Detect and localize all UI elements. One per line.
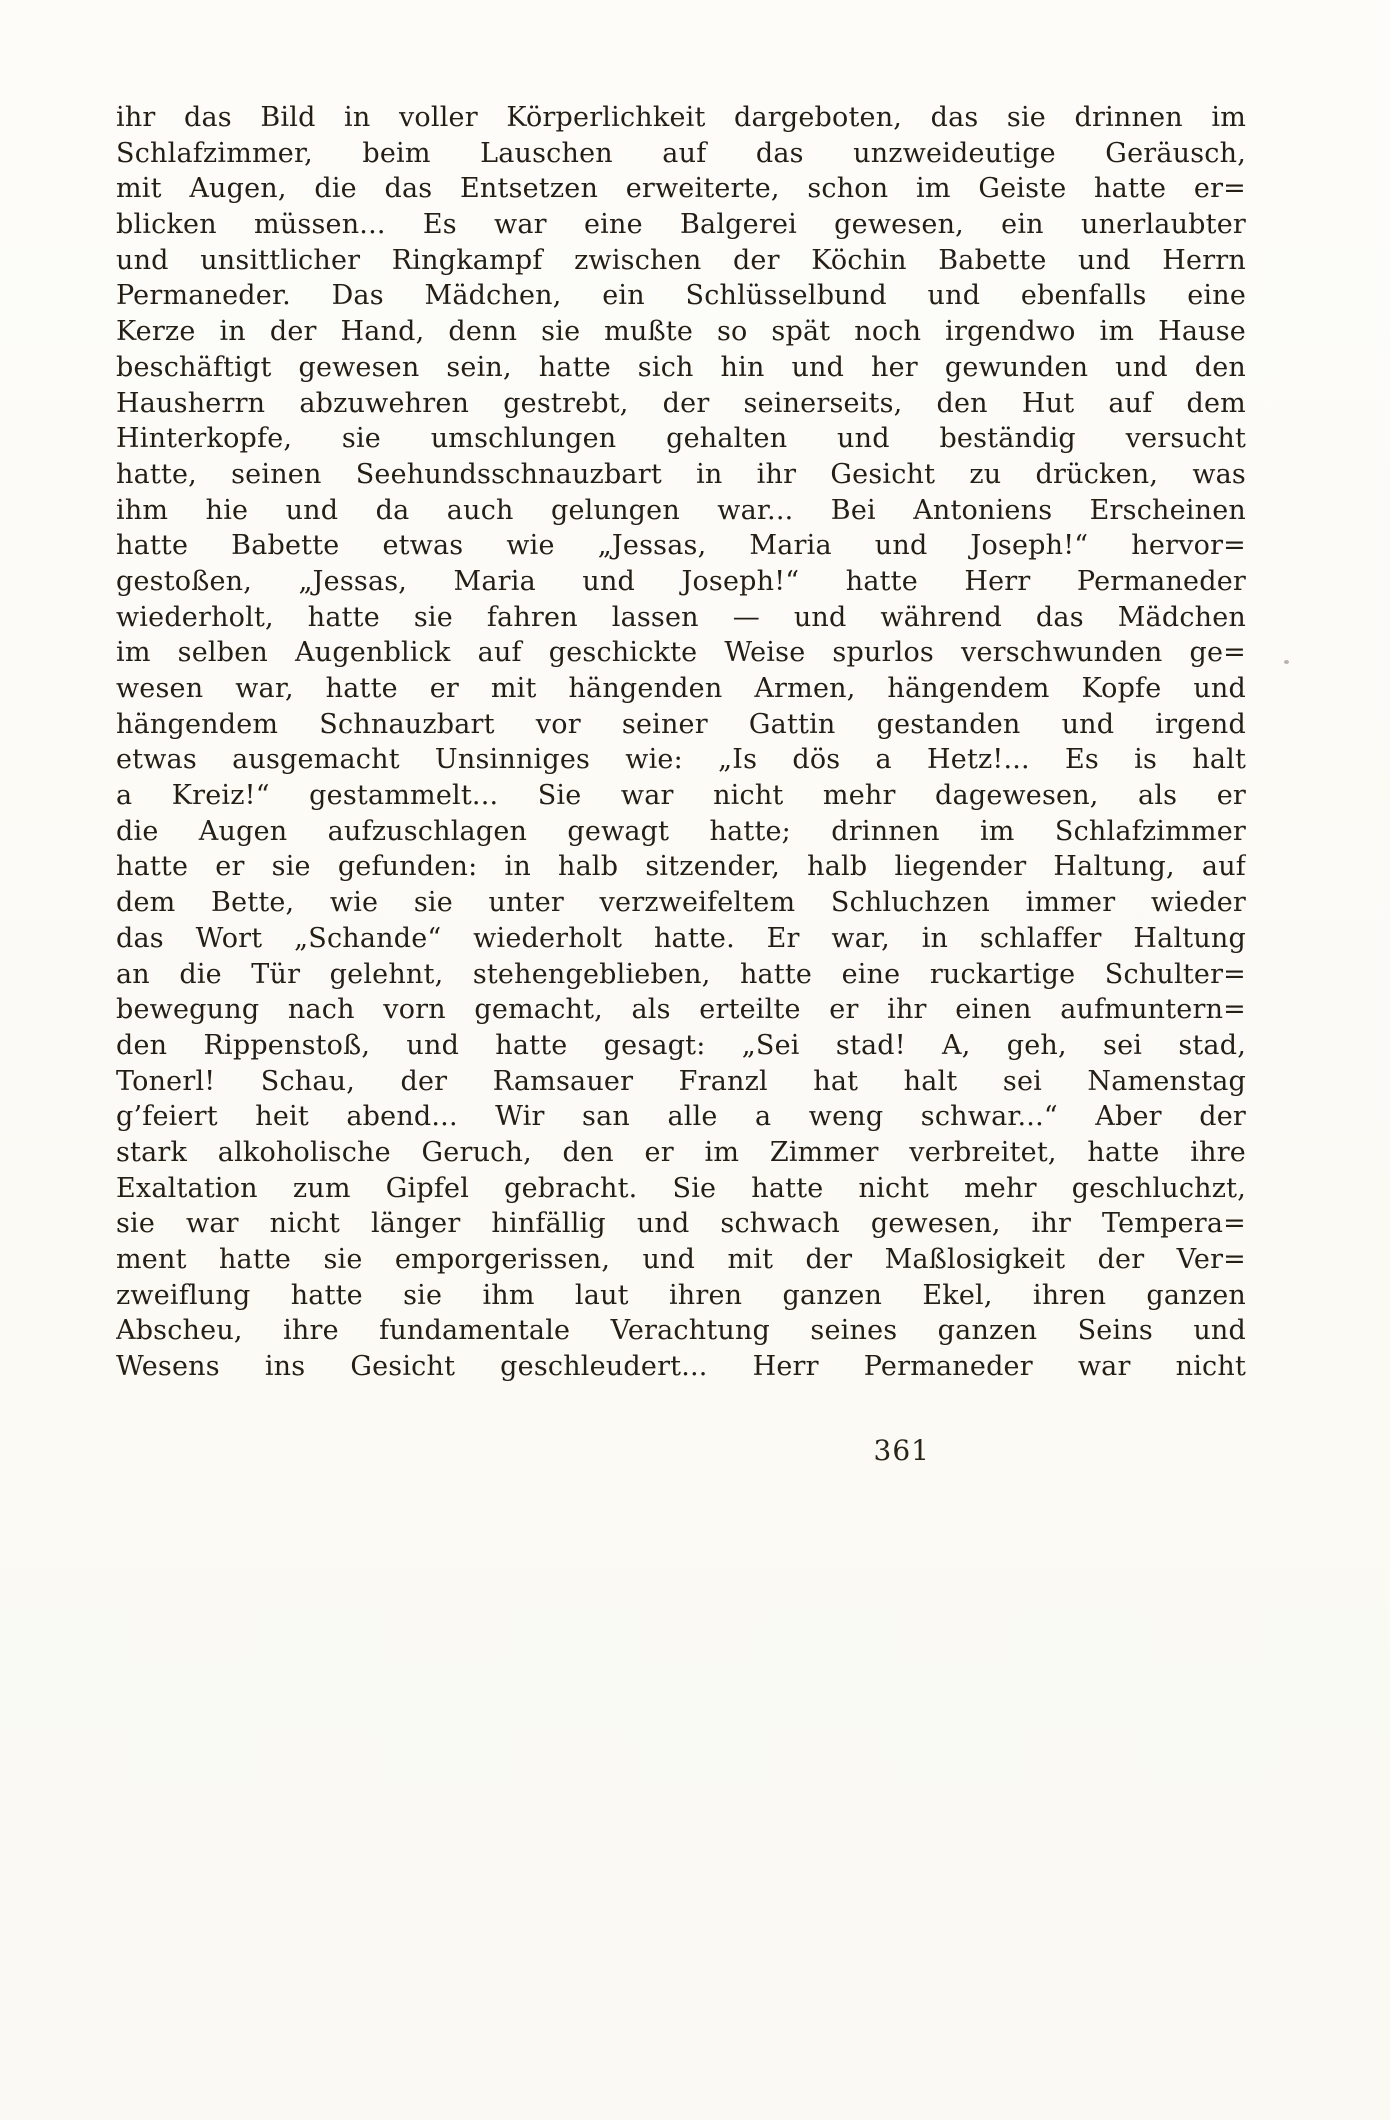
text-line: dem Bette, wie sie unter verzweifeltem Schluchzen immer wieder (116, 887, 1246, 919)
text-line: Schlafzimmer, beim Lauschen auf das unzweideutige Geräusch, (116, 137, 1246, 169)
text-line: im selben Augenblick auf geschickte Weise spurlos verschwunden ge= (116, 637, 1246, 669)
text-line: ihm hie und da auch gelungen war... Bei Antoniens Erscheinen (116, 494, 1246, 526)
text-line: hatte, seinen Seehundsschnauzbart in ihr Gesicht zu drücken, was (116, 458, 1246, 490)
scan-speck (1284, 660, 1289, 664)
text-line: hängendem Schnauzbart vor seiner Gattin gestanden und irgend (116, 708, 1246, 740)
text-line: Exaltation zum Gipfel gebracht. Sie hatte nicht mehr geschluchzt, (116, 1172, 1246, 1204)
text-line: wiederholt, hatte sie fahren lassen — und während das Mädchen (116, 601, 1246, 633)
text-line: ihr das Bild in voller Körperlichkeit dargeboten, das sie drinnen im (116, 102, 1246, 133)
text-line: an die Tür gelehnt, stehengeblieben, hatte eine ruckartige Schulter= (116, 958, 1246, 990)
text-line: das Wort „Schande“ wiederholt hatte. Er war, in schlaffer Haltung (116, 922, 1246, 954)
text-line: sie war nicht länger hinfällig und schwach gewesen, ihr Tempera= (116, 1208, 1246, 1240)
text-line: bewegung nach vorn gemacht, als erteilte er ihr einen aufmuntern= (116, 994, 1246, 1026)
text-line: a Kreiz!“ gestammelt... Sie war nicht mehr dagewesen, als er (116, 780, 1246, 812)
text-line: und unsittlicher Ringkampf zwischen der Köchin Babette und Herrn (116, 244, 1246, 276)
text-line: ment hatte sie emporgerissen, und mit der Maßlosigkeit der Ver= (116, 1244, 1246, 1275)
text-line: gestoßen, „Jessas, Maria und Joseph!“ hatte Herr Permaneder (116, 565, 1246, 597)
text-line: Wesens ins Gesicht geschleudert... Herr Permaneder war nicht (116, 1351, 1246, 1383)
page-number: 361 (873, 1434, 930, 1467)
text-line: mit Augen, die das Entsetzen erweiterte, schon im Geiste hatte er= (116, 173, 1246, 205)
text-line: blicken müssen... Es war eine Balgerei gewesen, ein unerlaubter (116, 209, 1246, 241)
text-line: Hausherrn abzuwehren gestrebt, der seinerseits, den Hut auf dem (116, 387, 1246, 419)
text-line: den Rippenstoß, und hatte gesagt: „Sei stad! A, geh, sei stad, (116, 1029, 1246, 1061)
text-line: hatte er sie gefunden: in halb sitzender, halb liegender Haltung, auf (116, 851, 1246, 883)
text-line: die Augen aufzuschlagen gewagt hatte; drinnen im Schlafzimmer (116, 815, 1246, 847)
text-line: zweiflung hatte sie ihm laut ihren ganzen Ekel, ihren ganzen (116, 1279, 1246, 1311)
body-text (116, 100, 1246, 1385)
text-line: Kerze in der Hand, denn sie mußte so spät noch irgendwo im Hause (116, 316, 1246, 348)
text-line: Tonerl! Schau, der Ramsauer Franzl hat halt sei Namenstag (116, 1065, 1246, 1097)
text-line: Hinterkopfe, sie umschlungen gehalten und beständig versucht (116, 423, 1246, 455)
text-line: hatte Babette etwas wie „Jessas, Maria und Joseph!“ hervor= (116, 530, 1246, 562)
text-line: Permaneder. Das Mädchen, ein Schlüsselbund und ebenfalls eine (116, 280, 1246, 312)
text-line: etwas ausgemacht Unsinniges wie: „Is dös a Hetz!... Es is halt (116, 744, 1246, 776)
text-line: Abscheu, ihre fundamentale Verachtung seines ganzen Seins und (116, 1315, 1246, 1347)
text-line: wesen war, hatte er mit hängenden Armen, hängendem Kopfe und (116, 673, 1246, 704)
text-line: beschäftigt gewesen sein, hatte sich hin und her gewunden und den (116, 351, 1246, 383)
text-line: stark alkoholische Geruch, den er im Zimmer verbreitet, hatte ihre (116, 1136, 1246, 1168)
text-line: g’feiert heit abend... Wir san alle a weng schwar...“ Aber der (116, 1101, 1246, 1133)
